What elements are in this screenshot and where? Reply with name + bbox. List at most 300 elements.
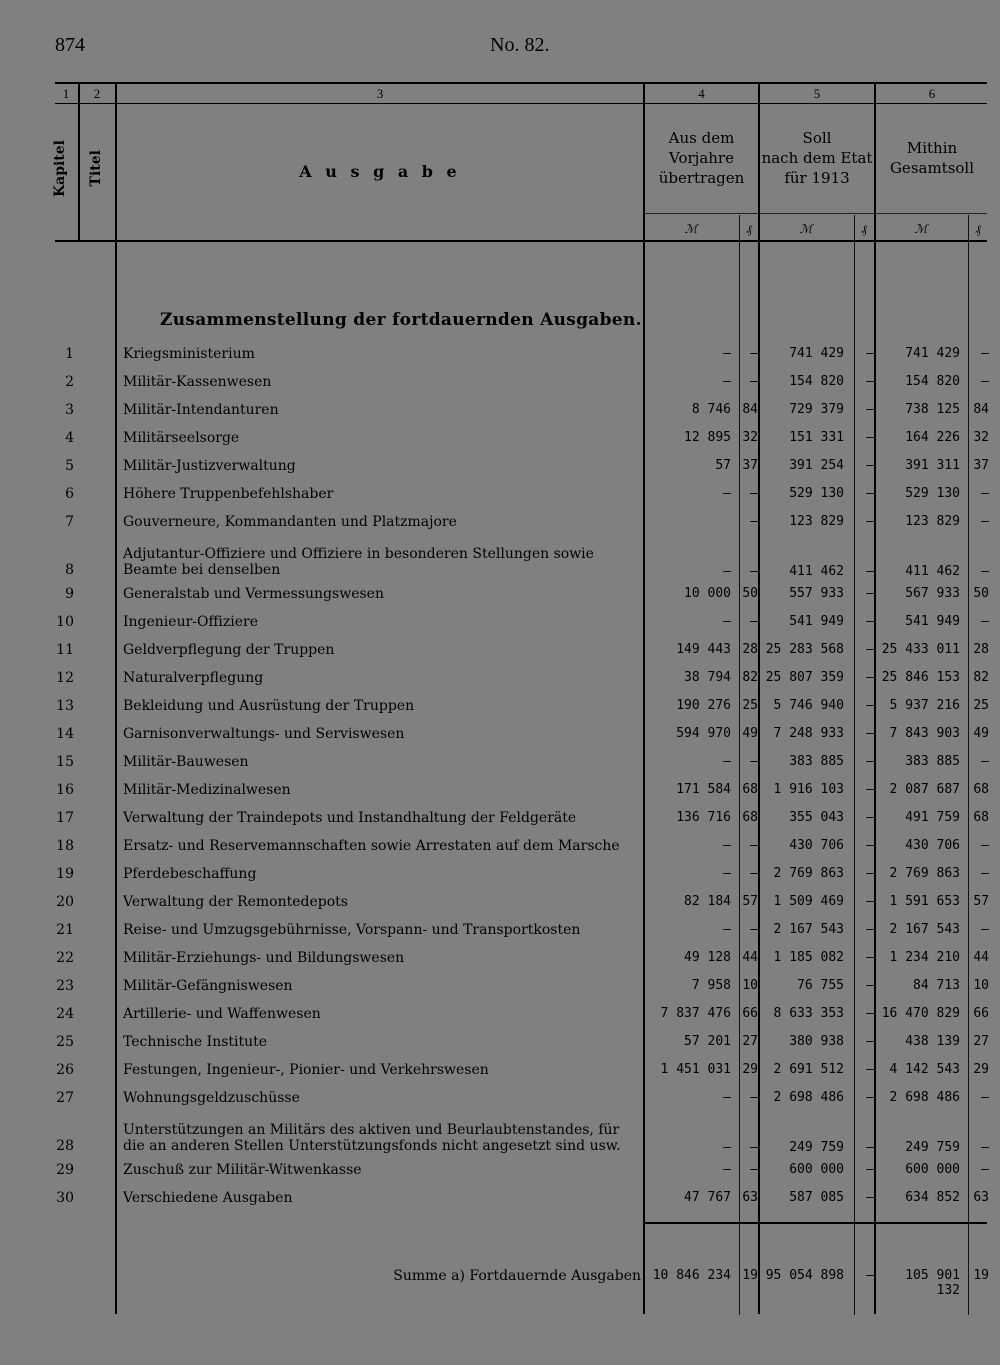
- cell-c4p: 44: [742, 950, 758, 965]
- expense-label: Zuschuß zur Militär-Witwenkasse: [123, 1162, 362, 1178]
- kapitel-number: 11: [56, 642, 74, 658]
- cell-c5p: —: [866, 1162, 874, 1177]
- cell-c5p: —: [866, 564, 874, 579]
- cell-c4m: 10 000: [684, 586, 731, 601]
- cell-c5m: 151 331: [789, 430, 844, 445]
- cell-c5m: 1 916 103: [773, 782, 844, 797]
- cell-c6p: —: [981, 564, 989, 579]
- cell-c5p: —: [866, 1140, 874, 1155]
- col-number-5: 5: [813, 86, 821, 101]
- table-row: [0, 642, 1000, 670]
- cell-c6p: —: [981, 346, 989, 361]
- cell-c4p: 27: [742, 1034, 758, 1049]
- expense-label: Adjutantur-Offiziere und Offiziere in besonderen Stellungen sowie Beamte bei denselben: [123, 546, 594, 578]
- cell-c5p: —: [866, 810, 874, 825]
- cell-c4m: —: [723, 1140, 731, 1155]
- cell-c6m: 634 852: [905, 1190, 960, 1205]
- table-row: [0, 1162, 1000, 1190]
- unit-rule: [645, 213, 987, 214]
- document-number: No. 82.: [490, 34, 550, 56]
- cell-c5m: 1 509 469: [773, 894, 844, 909]
- kapitel-number: 2: [65, 374, 74, 390]
- kapitel-number: 1: [65, 346, 74, 362]
- cell-c6p: —: [981, 922, 989, 937]
- sum-col6-pf: 19: [973, 1268, 989, 1283]
- cell-c4m: 47 767: [684, 1190, 731, 1205]
- cell-c4p: 68: [742, 782, 758, 797]
- table-row: [0, 486, 1000, 514]
- table-row: [0, 894, 1000, 922]
- cell-c5p: —: [866, 1090, 874, 1105]
- cell-c4p: 57: [742, 894, 758, 909]
- cell-c5m: 5 746 940: [773, 698, 844, 713]
- cell-c6p: 28: [973, 642, 989, 657]
- expense-label: Militärseelsorge: [123, 430, 240, 446]
- cell-c5m: 529 130: [789, 486, 844, 501]
- cell-c4p: —: [750, 1162, 758, 1177]
- kapitel-number: 3: [65, 402, 74, 418]
- kapitel-number: 23: [56, 978, 74, 994]
- cell-c4m: —: [723, 614, 731, 629]
- header-col5: Soll nach dem Etat für 1913: [761, 129, 873, 187]
- kapitel-number: 18: [56, 838, 74, 854]
- cell-c6m: 741 429: [905, 346, 960, 361]
- header-kapitel: Kapitel: [52, 140, 68, 198]
- cell-c5p: —: [866, 1190, 874, 1205]
- table-row: [0, 950, 1000, 978]
- cell-c5m: 430 706: [789, 838, 844, 853]
- cell-c5p: —: [866, 922, 874, 937]
- cell-c6p: 29: [973, 1062, 989, 1077]
- expense-label: Militär-Bauwesen: [123, 754, 249, 770]
- table-row: [0, 978, 1000, 1006]
- cell-c5p: —: [866, 402, 874, 417]
- cell-c6p: —: [981, 838, 989, 853]
- cell-c5m: 249 759: [789, 1140, 844, 1155]
- expense-label: Naturalverpflegung: [123, 670, 264, 686]
- cell-c5p: —: [866, 458, 874, 473]
- table-row: [0, 514, 1000, 542]
- cell-c5p: —: [866, 346, 874, 361]
- cell-c6m: 738 125: [905, 402, 960, 417]
- cell-c6p: —: [981, 1140, 989, 1155]
- cell-c6p: 44: [973, 950, 989, 965]
- cell-c6m: 1 591 653: [889, 894, 960, 909]
- col-number-4: 4: [698, 86, 705, 101]
- cell-c6p: —: [981, 1162, 989, 1177]
- cell-c6m: 84 713: [913, 978, 960, 993]
- cell-c5m: 123 829: [789, 514, 844, 529]
- table-row: [0, 1190, 1000, 1218]
- cell-c4p: 84: [742, 402, 758, 417]
- cell-c4m: 57: [715, 458, 731, 473]
- table-row: [0, 698, 1000, 726]
- cell-c5p: —: [866, 838, 874, 853]
- cell-c5p: —: [866, 754, 874, 769]
- expense-label: Ersatz- und Reservemannschaften sowie Arrestaten auf dem Marsche: [123, 838, 620, 854]
- cell-c4m: 57 201: [684, 1034, 731, 1049]
- cell-c4p: 49: [742, 726, 758, 741]
- expense-label: Festungen, Ingenieur-, Pionier- und Verkehrswesen: [123, 1062, 489, 1078]
- cell-c4m: 149 443: [676, 642, 731, 657]
- cell-c4p: 10: [742, 978, 758, 993]
- expense-label: Militär-Intendanturen: [123, 402, 279, 418]
- cell-c6m: 491 759: [905, 810, 960, 825]
- cell-c5p: —: [866, 1006, 874, 1021]
- cell-c4p: 37: [742, 458, 758, 473]
- cell-c4m: —: [723, 1090, 731, 1105]
- cell-c4m: —: [723, 1162, 731, 1177]
- expense-label: Wohnungsgeldzuschüsse: [123, 1090, 300, 1106]
- cell-c4p: 82: [742, 670, 758, 685]
- cell-c6m: 438 139: [905, 1034, 960, 1049]
- sum-label: Summe a) Fortdauernde Ausgaben: [393, 1268, 641, 1284]
- cell-c6p: 66: [973, 1006, 989, 1021]
- kapitel-number: 14: [56, 726, 74, 742]
- cell-c5m: 600 000: [789, 1162, 844, 1177]
- expense-label: Reise- und Umzugsgebührnisse, Vorspann- und Transportkosten: [123, 922, 581, 938]
- kapitel-number: 12: [56, 670, 74, 686]
- unit-pf-4: ₰: [746, 222, 752, 236]
- expense-label: Militär-Erziehungs- und Bildungswesen: [123, 950, 405, 966]
- expense-label: Verschiedene Ausgaben: [123, 1190, 293, 1206]
- expense-label: Gouverneure, Kommandanten und Platzmajore: [123, 514, 457, 530]
- table-row: [0, 374, 1000, 402]
- table-top-rule: [55, 82, 987, 84]
- unit-pf-5: ₰: [861, 222, 867, 236]
- cell-c5p: —: [866, 670, 874, 685]
- cell-c4p: —: [750, 922, 758, 937]
- table-row: [0, 1006, 1000, 1034]
- cell-c4p: —: [750, 346, 758, 361]
- kapitel-number: 4: [65, 430, 74, 446]
- cell-c5p: —: [866, 894, 874, 909]
- cell-c6m: 4 142 543: [889, 1062, 960, 1077]
- cell-c4m: 82 184: [684, 894, 731, 909]
- cell-c5m: 355 043: [789, 810, 844, 825]
- table-row: [0, 546, 1000, 579]
- expense-label: Militär-Kassenwesen: [123, 374, 272, 390]
- header-titel: Titel: [88, 150, 104, 187]
- cell-c4m: —: [723, 838, 731, 853]
- cell-c5m: 411 462: [789, 564, 844, 579]
- cell-c6p: 68: [973, 782, 989, 797]
- cell-c6p: 68: [973, 810, 989, 825]
- cell-c4p: 66: [742, 1006, 758, 1021]
- cell-c6m: 16 470 829: [881, 1006, 960, 1021]
- sum-col5-pf: —: [866, 1268, 874, 1283]
- cell-c4m: —: [723, 754, 731, 769]
- cell-c6p: —: [981, 1090, 989, 1105]
- cell-c4m: —: [723, 922, 731, 937]
- cell-c6p: 50: [973, 586, 989, 601]
- cell-c4p: —: [750, 754, 758, 769]
- cell-c5p: —: [866, 866, 874, 881]
- cell-c5p: —: [866, 614, 874, 629]
- sum-col4-pf: 19: [742, 1268, 758, 1283]
- expense-label: Militär-Gefängniswesen: [123, 978, 293, 994]
- cell-c6p: 63: [973, 1190, 989, 1205]
- cell-c6p: —: [981, 514, 989, 529]
- cell-c5p: —: [866, 950, 874, 965]
- table-row: [0, 458, 1000, 486]
- cell-c6m: 1 234 210: [889, 950, 960, 965]
- table-row: [0, 1034, 1000, 1062]
- cell-c6p: 10: [973, 978, 989, 993]
- table-row: [0, 402, 1000, 430]
- cell-c5p: —: [866, 642, 874, 657]
- expense-label: Bekleidung und Ausrüstung der Truppen: [123, 698, 415, 714]
- kapitel-number: 19: [56, 866, 74, 882]
- cell-c6p: 82: [973, 670, 989, 685]
- table-row: [0, 866, 1000, 894]
- cell-c4m: 8 746: [691, 402, 731, 417]
- col-number-1: 1: [62, 86, 70, 101]
- header-bottom-rule: [55, 240, 987, 242]
- cell-c4p: —: [750, 486, 758, 501]
- cell-c4p: 32: [742, 430, 758, 445]
- expense-label: Generalstab und Vermessungswesen: [123, 586, 384, 602]
- expense-label: Ingenieur-Offiziere: [123, 614, 259, 630]
- cell-c5m: 741 429: [789, 346, 844, 361]
- sum-col4-mark: 10 846 234: [652, 1268, 731, 1283]
- cell-c4m: —: [723, 374, 731, 389]
- cell-c5m: 557 933: [789, 586, 844, 601]
- cell-c5p: —: [866, 586, 874, 601]
- kapitel-number: 16: [56, 782, 74, 798]
- cell-c5p: —: [866, 978, 874, 993]
- cell-c4p: —: [750, 564, 758, 579]
- cell-c6m: 7 843 903: [889, 726, 960, 741]
- cell-c4m: 1 451 031: [660, 1062, 731, 1077]
- cell-c5p: —: [866, 782, 874, 797]
- cell-c5p: —: [866, 1062, 874, 1077]
- cell-c6m: 541 949: [905, 614, 960, 629]
- kapitel-number: 30: [56, 1190, 74, 1206]
- expense-label: Pferdebeschaffung: [123, 866, 257, 882]
- page-number: 874: [55, 34, 85, 56]
- cell-c4p: —: [750, 838, 758, 853]
- cell-c6m: 2 769 863: [889, 866, 960, 881]
- cell-c6p: —: [981, 754, 989, 769]
- cell-c5m: 587 085: [789, 1190, 844, 1205]
- cell-c6m: 391 311: [905, 458, 960, 473]
- table-row: [0, 346, 1000, 374]
- table-row: [0, 1122, 1000, 1155]
- cell-c4m: 190 276: [676, 698, 731, 713]
- col-number-2: 2: [93, 86, 101, 101]
- table-row: [0, 810, 1000, 838]
- cell-c6m: 25 433 011: [881, 642, 960, 657]
- table-row: [0, 1062, 1000, 1090]
- kapitel-number: 21: [56, 922, 74, 938]
- cell-c6m: 5 937 216: [889, 698, 960, 713]
- table-row: [0, 754, 1000, 782]
- cell-c5m: 25 283 568: [765, 642, 844, 657]
- cell-c6m: 154 820: [905, 374, 960, 389]
- cell-c4p: —: [750, 614, 758, 629]
- cell-c5p: —: [866, 1034, 874, 1049]
- sum-col6-mark: 105 901 132: [905, 1268, 960, 1298]
- cell-c5p: —: [866, 726, 874, 741]
- kapitel-number: 7: [65, 514, 74, 530]
- sum-col5-mark: 95 054 898: [765, 1268, 844, 1283]
- table-row: [0, 838, 1000, 866]
- cell-c6m: 600 000: [905, 1162, 960, 1177]
- table-row: [0, 782, 1000, 810]
- cell-c6m: 164 226: [905, 430, 960, 445]
- col-number-3: 3: [376, 86, 384, 101]
- cell-c6p: 57: [973, 894, 989, 909]
- cell-c6p: —: [981, 374, 989, 389]
- cell-c5p: —: [866, 486, 874, 501]
- cell-c4p: 63: [742, 1190, 758, 1205]
- cell-c6m: 2 698 486: [889, 1090, 960, 1105]
- kapitel-number: 8: [65, 562, 74, 578]
- cell-c4p: 50: [742, 586, 758, 601]
- cell-c5m: 154 820: [789, 374, 844, 389]
- kapitel-number: 25: [56, 1034, 74, 1050]
- expense-label: Höhere Truppenbefehlshaber: [123, 486, 334, 502]
- expense-label: Unterstützungen an Militärs des aktiven und Beurlaubtenstandes, für die an anderen Stellen Unterstützungsfonds nicht angesetzt sind usw.: [123, 1122, 621, 1154]
- cell-c4m: —: [723, 486, 731, 501]
- cell-c6p: 27: [973, 1034, 989, 1049]
- cell-c4p: —: [750, 1140, 758, 1155]
- cell-c6m: 25 846 153: [881, 670, 960, 685]
- cell-c5m: 383 885: [789, 754, 844, 769]
- cell-c5m: 8 633 353: [773, 1006, 844, 1021]
- header-col4: Aus dem Vorjahre übertragen: [658, 129, 745, 187]
- expense-label: Militär-Justizverwaltung: [123, 458, 296, 474]
- unit-mark-5: ℳ: [799, 222, 813, 236]
- cell-c4m: 594 970: [676, 726, 731, 741]
- cell-c6m: 430 706: [905, 838, 960, 853]
- kapitel-number: 17: [56, 810, 74, 826]
- cell-c5m: 25 807 359: [765, 670, 844, 685]
- cell-c6p: 49: [973, 726, 989, 741]
- cell-c5p: —: [866, 698, 874, 713]
- cell-c6m: 2 087 687: [889, 782, 960, 797]
- kapitel-number: 15: [56, 754, 74, 770]
- expense-label: Verwaltung der Remontedepots: [123, 894, 348, 910]
- cell-c4p: —: [750, 374, 758, 389]
- cell-c6p: —: [981, 866, 989, 881]
- cell-c5m: 541 949: [789, 614, 844, 629]
- sum-rule: [645, 1222, 987, 1224]
- col-divider-1: [78, 82, 80, 242]
- cell-c6m: 2 167 543: [889, 922, 960, 937]
- expense-label: Garnisonverwaltungs- und Serviswesen: [123, 726, 405, 742]
- cell-c5m: 2 769 863: [773, 866, 844, 881]
- cell-c4p: —: [750, 1090, 758, 1105]
- cell-c6m: 249 759: [905, 1140, 960, 1155]
- cell-c5p: —: [866, 374, 874, 389]
- unit-pf-6: ₰: [975, 222, 981, 236]
- expense-label: Kriegsministerium: [123, 346, 255, 362]
- cell-c4m: 171 584: [676, 782, 731, 797]
- cell-c4m: —: [723, 866, 731, 881]
- cell-c4m: 7 958: [691, 978, 731, 993]
- cell-c5m: 2 167 543: [773, 922, 844, 937]
- cell-c4m: 12 895: [684, 430, 731, 445]
- expense-label: Artillerie- und Waffenwesen: [123, 1006, 321, 1022]
- header-ausgabe: A u s g a b e: [299, 162, 461, 181]
- cell-c6m: 383 885: [905, 754, 960, 769]
- unit-mark-6: ℳ: [914, 222, 928, 236]
- cell-c5m: 2 698 486: [773, 1090, 844, 1105]
- table-row: [0, 726, 1000, 754]
- table-row: [0, 586, 1000, 614]
- section-title: Zusammenstellung der fortdauernden Ausgaben.: [160, 310, 642, 330]
- column-number-rule: [55, 103, 987, 104]
- sum-row: [0, 1268, 1000, 1296]
- table-row: [0, 1090, 1000, 1118]
- expense-label: Militär-Medizinalwesen: [123, 782, 291, 798]
- cell-c6m: 123 829: [905, 514, 960, 529]
- cell-c4p: 68: [742, 810, 758, 825]
- cell-c4m: —: [723, 346, 731, 361]
- cell-c5m: 7 248 933: [773, 726, 844, 741]
- kapitel-number: 29: [56, 1162, 74, 1178]
- kapitel-number: 6: [65, 486, 74, 502]
- kapitel-number: 22: [56, 950, 74, 966]
- expense-label: Technische Institute: [123, 1034, 268, 1050]
- cell-c4m: 38 794: [684, 670, 731, 685]
- cell-c6p: 84: [973, 402, 989, 417]
- kapitel-number: 9: [65, 586, 74, 602]
- cell-c6p: 37: [973, 458, 989, 473]
- kapitel-number: 20: [56, 894, 74, 910]
- cell-c6p: 25: [973, 698, 989, 713]
- cell-c4m: 136 716: [676, 810, 731, 825]
- kapitel-number: 28: [56, 1138, 74, 1154]
- cell-c4m: 49 128: [684, 950, 731, 965]
- cell-c6p: —: [981, 614, 989, 629]
- table-row: [0, 430, 1000, 458]
- col-number-6: 6: [928, 86, 936, 101]
- cell-c4p: —: [750, 866, 758, 881]
- cell-c5p: —: [866, 430, 874, 445]
- expense-label: Verwaltung der Traindepots und Instandhaltung der Feldgeräte: [123, 810, 577, 826]
- cell-c5m: 729 379: [789, 402, 844, 417]
- cell-c6p: —: [981, 486, 989, 501]
- header-col6: Mithin Gesamtsoll: [889, 139, 975, 177]
- kapitel-number: 24: [56, 1006, 74, 1022]
- cell-c4m: 7 837 476: [660, 1006, 731, 1021]
- kapitel-number: 27: [56, 1090, 74, 1106]
- table-row: [0, 614, 1000, 642]
- cell-c6m: 567 933: [905, 586, 960, 601]
- cell-c6p: 32: [973, 430, 989, 445]
- cell-c5m: 380 938: [789, 1034, 844, 1049]
- table-row: [0, 670, 1000, 698]
- cell-c5m: 391 254: [789, 458, 844, 473]
- cell-c6m: 411 462: [905, 564, 960, 579]
- cell-c4p: 29: [742, 1062, 758, 1077]
- cell-c4p: 25: [742, 698, 758, 713]
- cell-c5m: 2 691 512: [773, 1062, 844, 1077]
- cell-c6m: 529 130: [905, 486, 960, 501]
- cell-c5p: —: [866, 514, 874, 529]
- table-row: [0, 922, 1000, 950]
- expense-label: Geldverpflegung der Truppen: [123, 642, 335, 658]
- kapitel-number: 5: [65, 458, 74, 474]
- unit-mark-4: ℳ: [684, 222, 698, 236]
- kapitel-number: 10: [56, 614, 74, 630]
- cell-c4m: —: [723, 564, 731, 579]
- cell-c4p: —: [750, 514, 758, 529]
- cell-c4p: 28: [742, 642, 758, 657]
